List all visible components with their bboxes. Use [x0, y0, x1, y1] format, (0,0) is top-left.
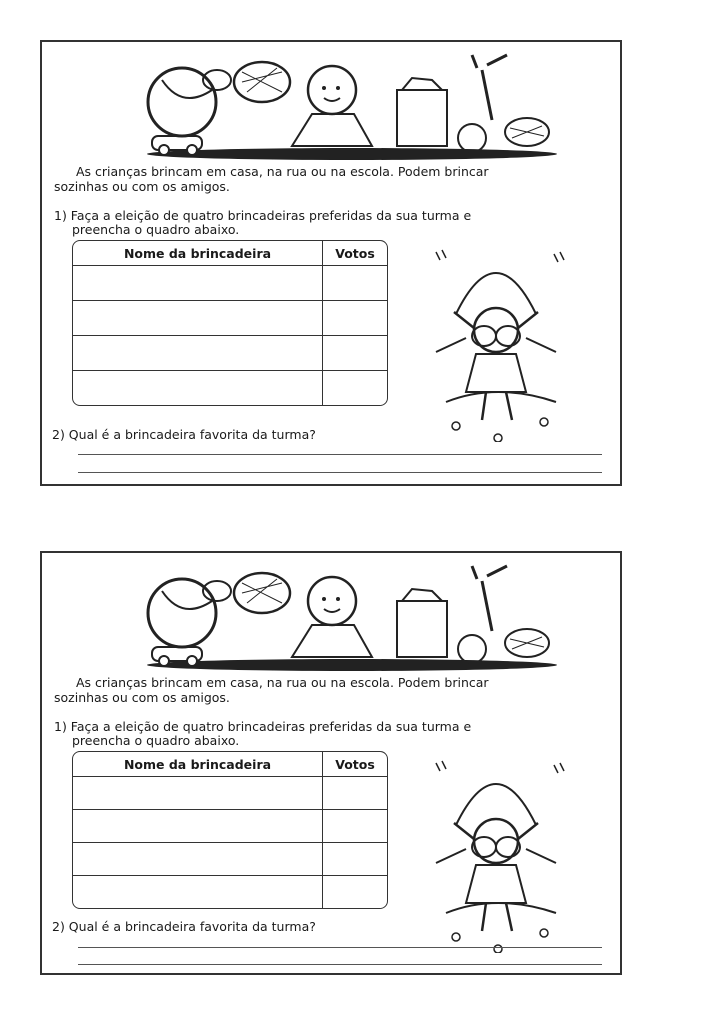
answer-line-2[interactable] — [78, 472, 602, 473]
header-votes: Votos — [322, 752, 387, 777]
table-row — [73, 809, 387, 842]
intro-line-1: As crianças brincam em casa, na rua ou na escola. Podem brincar — [76, 675, 489, 690]
toys-illustration — [142, 561, 562, 671]
question-1-line-1: 1) Faça a eleição de quatro brincadeiras preferidas da sua turma e — [54, 208, 472, 223]
game-name-cell[interactable] — [73, 335, 322, 370]
game-name-cell[interactable] — [73, 842, 322, 875]
table-row — [73, 266, 387, 300]
game-name-cell[interactable] — [73, 777, 322, 809]
question-2: 2) Qual é a brincadeira favorita da turma? — [52, 427, 316, 442]
votes-table — [72, 240, 388, 406]
intro-line-2: sozinhas ou com os amigos. — [54, 690, 230, 705]
header-game-name: Nome da brincadeira — [73, 752, 322, 777]
game-name-cell[interactable] — [73, 809, 322, 842]
votes-cell[interactable] — [322, 300, 387, 335]
votes-cell[interactable] — [322, 777, 387, 809]
header-votes: Votos — [322, 241, 387, 266]
question-1-line-2: preencha o quadro abaixo. — [72, 733, 240, 748]
question-1 — [54, 720, 624, 748]
answer-line-2[interactable] — [78, 964, 602, 965]
game-name-cell[interactable] — [73, 300, 322, 335]
worksheet-card-1 — [40, 40, 622, 486]
answer-line-1[interactable] — [78, 947, 602, 948]
votes-table — [72, 751, 388, 909]
table-row — [73, 842, 387, 875]
votes-cell[interactable] — [322, 842, 387, 875]
votes-cell[interactable] — [322, 875, 387, 908]
intro-text — [54, 675, 614, 705]
table-row — [73, 777, 387, 809]
votes-cell[interactable] — [322, 335, 387, 370]
votes-cell[interactable] — [322, 370, 387, 405]
intro-line-1: As crianças brincam em casa, na rua ou na escola. Podem brincar — [76, 164, 489, 179]
intro-line-2: sozinhas ou com os amigos. — [54, 179, 230, 194]
table-row — [73, 335, 387, 370]
worksheet-card-2 — [40, 551, 622, 975]
question-2: 2) Qual é a brincadeira favorita da turma? — [52, 919, 316, 934]
intro-text — [54, 164, 614, 194]
game-name-cell[interactable] — [73, 875, 322, 908]
table-row — [73, 875, 387, 908]
jump-rope-girl-illustration — [426, 753, 586, 953]
votes-cell[interactable] — [322, 809, 387, 842]
game-name-cell[interactable] — [73, 370, 322, 405]
table-row — [73, 370, 387, 405]
question-1-line-1: 1) Faça a eleição de quatro brincadeiras preferidas da sua turma e — [54, 719, 472, 734]
toys-illustration — [142, 50, 562, 160]
game-name-cell[interactable] — [73, 266, 322, 300]
answer-line-1[interactable] — [78, 454, 602, 455]
question-1-line-2: preencha o quadro abaixo. — [72, 222, 240, 237]
table-row — [73, 300, 387, 335]
jump-rope-girl-illustration — [426, 242, 586, 442]
votes-cell[interactable] — [322, 266, 387, 300]
header-game-name: Nome da brincadeira — [73, 241, 322, 266]
question-1 — [54, 209, 624, 237]
